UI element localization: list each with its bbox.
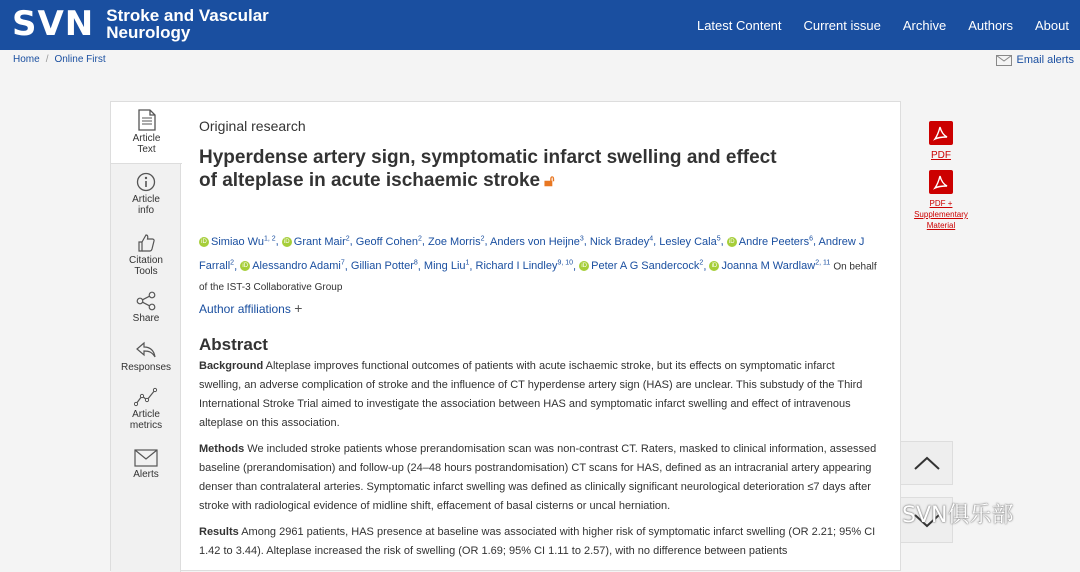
author-name-text: Anders von Heijne (490, 235, 580, 248)
orcid-icon[interactable]: iD (199, 237, 209, 247)
orcid-icon[interactable]: iD (282, 237, 292, 247)
author-name-text: Gillian Potter (350, 260, 414, 273)
author-name-text: Lesley Cala (659, 235, 717, 248)
author-name-text: Zoe Morris (428, 235, 481, 248)
site-logo[interactable] (12, 6, 269, 42)
tool-alerts[interactable] (111, 449, 181, 480)
breadcrumb-online-first[interactable]: Online First (54, 54, 106, 65)
author-affiliation-ref: 2 (480, 235, 485, 242)
author-name[interactable] (579, 260, 703, 272)
article-title-text: Hyperdense artery sign, symptomatic infarct swelling and effect of alteplase in acute ischaemic stroke (199, 147, 777, 191)
author-affiliation-ref: 7 (340, 259, 345, 267)
pdf-supp-label-1: PDF + (929, 199, 953, 208)
breadcrumb-separator: / (45, 54, 49, 65)
metrics-icon (134, 387, 158, 407)
abstract-body (199, 357, 879, 568)
abstract-background (199, 357, 879, 433)
author-name[interactable] (356, 236, 422, 248)
affiliations-label: Author affiliations (199, 302, 291, 316)
section-label: Results (199, 526, 239, 538)
share-icon (135, 291, 157, 311)
email-alerts-link[interactable] (996, 54, 1074, 66)
section-text: We included stroke patients whose prerandomisation scan was non-contrast CT. Raters, masked to clinical information, assessed baseline (prerandomisation) and follow-up (24–48 hours postrandomisation) CT scans for HAS, defined as an intracranial artery appearing denser than contralateral arteries. Symptomatic infarct swelling was defined as clinically significant neurological deterioration ≤7 days after stroke with radiological evidence of midline shift, effacement of basal cisterns or uncal herniation. (199, 443, 877, 512)
tool-label: Article (132, 194, 160, 205)
tool-label: Alerts (133, 469, 159, 480)
pdf-downloads (906, 120, 976, 239)
author-affiliation-ref: 8 (413, 259, 418, 267)
article-tools-sidebar (111, 102, 181, 572)
author-affiliation-ref: 6 (809, 235, 813, 242)
article-text-icon (137, 109, 157, 131)
tool-label: Article (132, 133, 161, 144)
section-text: Among 2961 patients, HAS presence at baseline was associated with higher risk of symptomatic infarct swelling (OR 2.21; 95% CI 1.42 to 3.44). Alteplase increased the risk of swelling (OR 1.69; 95% CI 1.11 to 2.57), with no difference between patients (199, 526, 876, 557)
tool-article-info[interactable] (111, 172, 181, 216)
author-name[interactable] (351, 260, 418, 272)
tool-share[interactable] (111, 291, 181, 324)
pdf-icon (928, 169, 954, 195)
nav-archive[interactable]: Archive (902, 17, 947, 33)
author-affiliation-ref: 1 (465, 259, 470, 267)
author-name-text: Peter A G Sandercock (591, 260, 700, 273)
plus-icon: + (294, 300, 303, 316)
on-behalf-of: On behalf of the IST-3 Collaborative Group (199, 261, 877, 294)
author-name[interactable] (240, 260, 345, 272)
author-affiliation-ref: 5 (716, 235, 721, 242)
author-affiliation-ref: 9, 10 (557, 259, 574, 267)
thumbs-up-icon (136, 233, 156, 253)
author-name[interactable] (659, 236, 720, 248)
breadcrumb (13, 54, 106, 65)
tool-label: Article (132, 409, 160, 420)
chevron-up-icon (913, 455, 941, 471)
pdf-download-button[interactable] (906, 120, 976, 161)
tool-article-metrics[interactable] (111, 387, 181, 431)
article-title (199, 146, 799, 193)
author-name[interactable] (428, 236, 484, 248)
section-text: Alteplase improves functional outcomes of patients with acute ischaemic stroke, but its effects on symptomatic infarct swelling, an adverse complication of stroke and the influence of CT hyperdense artery sign (HAS) are unclear. This substudy of the Third International Stroke Trial aimed to investigate the association between HAS and symptomatic infarct swelling and effect of intravenous alteplase on this association. (199, 360, 863, 429)
tool-label-2: info (137, 205, 155, 216)
author-list: iD Simiao Wu$^{1, 2}$, iD Grant Mair$^2$, Geoff Cohen$^2$, Zoe Morris$^2$, Anders von Heijne$^3$, Nick Bradey$^4$, Lesley Cala$^5$, iD Andre Peeters$^6$, Andrew J Farrall$^2$, iD Alessandro Adami$^7$, Gillian Potter$^8$, Ming Liu$^1$, Richard I Lindley$^{9, 10}$, iD Peter A G Sandercock$^2$, iD Joanna M Wardlaw$^{2, 11}$ On behalf of the IST-3 Collaborative Group (199, 235, 877, 294)
author-name[interactable] (476, 260, 574, 272)
orcid-icon[interactable]: iD (240, 261, 250, 271)
logo-line-2: Neurology (106, 23, 191, 42)
tool-label: Responses (120, 362, 172, 373)
breadcrumb-home[interactable]: Home (13, 54, 40, 65)
author-affiliation-ref: 2 (417, 235, 422, 242)
tool-label: Citation (129, 255, 163, 266)
pdf-supp-label-2: Supplementary (914, 210, 968, 219)
main-nav (686, 0, 1080, 50)
nav-current-issue[interactable]: Current issue (803, 17, 881, 33)
mail-icon (134, 449, 158, 467)
tool-label-2: metrics (129, 420, 163, 431)
tool-citation-tools[interactable] (111, 233, 181, 277)
wechat-watermark (864, 498, 1013, 529)
envelope-icon (996, 55, 1012, 66)
pdf-icon (928, 120, 954, 146)
author-affiliation-ref: 3 (579, 235, 584, 242)
watermark-text: SVN俱乐部 (902, 503, 1014, 528)
author-name-text: Grant Mair (293, 235, 346, 248)
abstract-results (199, 523, 879, 561)
author-affiliation-ref: 2, 11 (815, 259, 831, 267)
orcid-icon[interactable]: iD (709, 261, 719, 271)
author-name-text: Simiao Wu (211, 235, 264, 248)
author-name-text: Andrew J Farrall (199, 235, 865, 273)
article-type: Original research (199, 118, 306, 134)
logo-journal-name (106, 7, 269, 41)
author-affiliation-ref: 1, 2 (263, 235, 276, 242)
author-name[interactable] (424, 260, 469, 272)
section-label: Background (199, 360, 264, 372)
author-affiliation-ref: 2 (345, 235, 350, 242)
nav-about[interactable]: About (1035, 17, 1069, 33)
logo-line-1: Stroke and Vascular (106, 6, 269, 25)
author-affiliation-ref: 2 (699, 259, 704, 267)
tool-label: Share (132, 313, 160, 324)
abstract-methods (199, 440, 879, 516)
section-label: Methods (199, 443, 245, 455)
tool-label-2: Tools (134, 266, 158, 277)
site-header (0, 0, 1080, 50)
nav-authors[interactable]: Authors (968, 17, 1014, 33)
open-access-icon: 🔓︎ (544, 173, 555, 190)
author-name-text: Joanna M Wardlaw (721, 260, 816, 273)
nav-latest-content[interactable]: Latest Content (696, 17, 782, 33)
pdf-label: PDF (931, 150, 951, 161)
abstract-heading: Abstract (199, 335, 268, 354)
pdf-supp-label-3: Material (926, 221, 956, 230)
author-name-text: Richard I Lindley (475, 260, 558, 273)
author-name[interactable] (709, 260, 830, 272)
author-name-text: Geoff Cohen (355, 235, 418, 248)
info-icon (136, 172, 156, 192)
author-affiliation-ref: 2 (230, 259, 235, 267)
author-affiliations-toggle[interactable] (199, 300, 302, 316)
tool-label-2: Text (137, 144, 156, 155)
author-name[interactable] (282, 236, 350, 248)
author-name-text: Alessandro Adami (252, 260, 341, 273)
tool-article-text[interactable] (111, 102, 182, 164)
author-name[interactable] (727, 236, 813, 248)
orcid-icon[interactable]: iD (579, 261, 589, 271)
scroll-to-top-button[interactable] (900, 441, 953, 485)
author-name-text: Ming Liu (423, 260, 466, 273)
responses-icon (135, 340, 157, 360)
author-name-text: Andre Peeters (738, 235, 810, 248)
author-affiliation-ref: 4 (649, 235, 654, 242)
email-alerts-label: Email alerts (1016, 54, 1074, 66)
tool-responses[interactable] (111, 340, 181, 373)
author-name[interactable] (199, 236, 276, 248)
author-name-text: Nick Bradey (589, 235, 650, 248)
author-name[interactable] (590, 236, 653, 248)
logo-mark: SVN (12, 4, 95, 44)
wechat-icon (864, 499, 902, 529)
orcid-icon[interactable]: iD (727, 237, 737, 247)
author-name[interactable] (490, 236, 584, 248)
pdf-supplementary-button[interactable] (906, 169, 976, 231)
